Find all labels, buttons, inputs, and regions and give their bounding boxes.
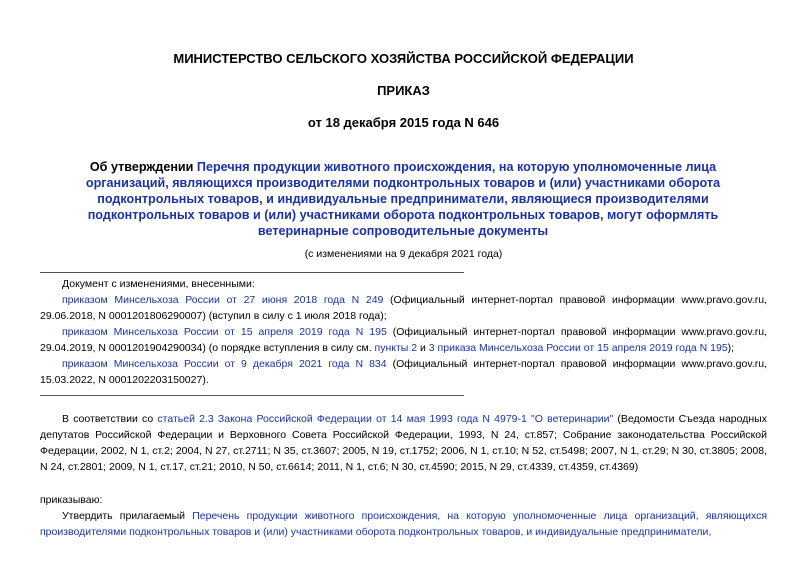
amendment-item — [40, 324, 767, 356]
points-link[interactable]: пункты 2 — [374, 342, 418, 354]
order-point-link[interactable]: 3 приказа Минсельхоза России от 15 апреля 2019 года N 195 — [428, 342, 728, 354]
amendment-text: (Официальный интернет-портал правовой информации www.pravo.gov.ru, 29.06.2018, N 0001201806290007) (вступил в силу с 1 июля 2018 года); — [40, 294, 767, 322]
amendment-text-end: ); — [727, 342, 735, 354]
basis-paragraph — [40, 411, 767, 475]
order-word: приказываю: — [40, 494, 103, 506]
amendment-link[interactable]: приказом Минсельхоза России от 15 апреля 2019 года N 195 — [62, 326, 387, 338]
document-type: ПРИКАЗ — [377, 83, 430, 98]
law-article-link[interactable]: статьей 2.3 Закона Российской Федерации от 14 мая 1993 года N 4979-1 "О ветеринарии" — [157, 413, 614, 425]
amendment-link[interactable]: приказом Минсельхоза России от 9 декабря 2021 года N 834 — [62, 358, 387, 370]
divider-bottom — [40, 395, 464, 396]
amendment-text-mid: и — [417, 342, 429, 354]
amendment-text: (Официальный интернет-портал правовой информации www.pravo.gov.ru, 29.04.2019, N 0001201904290034) (о порядке вступления в силу см. — [40, 326, 767, 354]
amendment-link[interactable]: приказом Минсельхоза России от 27 июня 2018 года N 249 — [62, 294, 384, 306]
title-list-link[interactable]: Перечня продукции животного происхождения, на которую уполномоченные лица организаций, являющихся производителями подконтрольных товаров и (или) участниками оборота подконтрольных товаров, и индивидуальные предприниматели, являющиеся производителями подконтрольных товаров и (или) участниками оборота подконтрольных товаров, могут оформлять ветеринарные сопроводительные документы — [85, 160, 721, 238]
amendments-intro: Документ с изменениями, внесенными: — [62, 278, 255, 290]
basis-text: (Ведомости Съезда народных депутатов Российской Федерации и Верховного Совета Российской Федерации, 1993, N 24, ст.857; Собрание законодательства Российской Федерации, 2002, N 1, ст.2; 2004, N 27, ст.2711; N 35, ст.3607; 2005, N 19, ст.1752; 2006, N 1, ст.10; N 52, ст.5498; 2007, N 1, ст.29; N 30, ст.3805; 2008, N 24, ст.2801; 2009, N 1, ст.17, ст.21; 2010, N 50, ст.6614; 2011, N 1, ст.6; N 30, ст.4590; 2015, N 29, ст.4339, ст.4359, ст.4369) — [40, 413, 767, 473]
title-prefix: Об утверждении — [89, 160, 197, 174]
basis-prefix: В соответствии со — [62, 413, 158, 425]
divider-top — [40, 272, 464, 273]
approved-list-link[interactable]: Перечень продукции животного происхождения, на которую уполномоченные лица организаций, являющихся производителями подконтрольных товаров и (или) участниками оборота подконтрольных товаров, и индивидуальные предприниматели, — [40, 510, 768, 538]
approve-prefix: Утвердить прилагаемый — [62, 510, 193, 522]
amendment-item — [40, 356, 767, 388]
amendment-text: (Официальный интернет-портал правовой информации www.pravo.gov.ru, 15.03.2022, N 0001202203150027). — [40, 358, 768, 386]
ministry-heading: МИНИСТЕРСТВО СЕЛЬСКОГО ХОЗЯЙСТВА РОССИЙСКОЙ ФЕДЕРАЦИИ — [173, 51, 634, 66]
document-date-number: от 18 декабря 2015 года N 646 — [307, 115, 500, 130]
changes-note: (с изменениями на 9 декабря 2021 года) — [304, 248, 503, 260]
approve-paragraph — [40, 508, 767, 540]
amendment-item — [40, 292, 767, 324]
document-title — [58, 159, 748, 239]
